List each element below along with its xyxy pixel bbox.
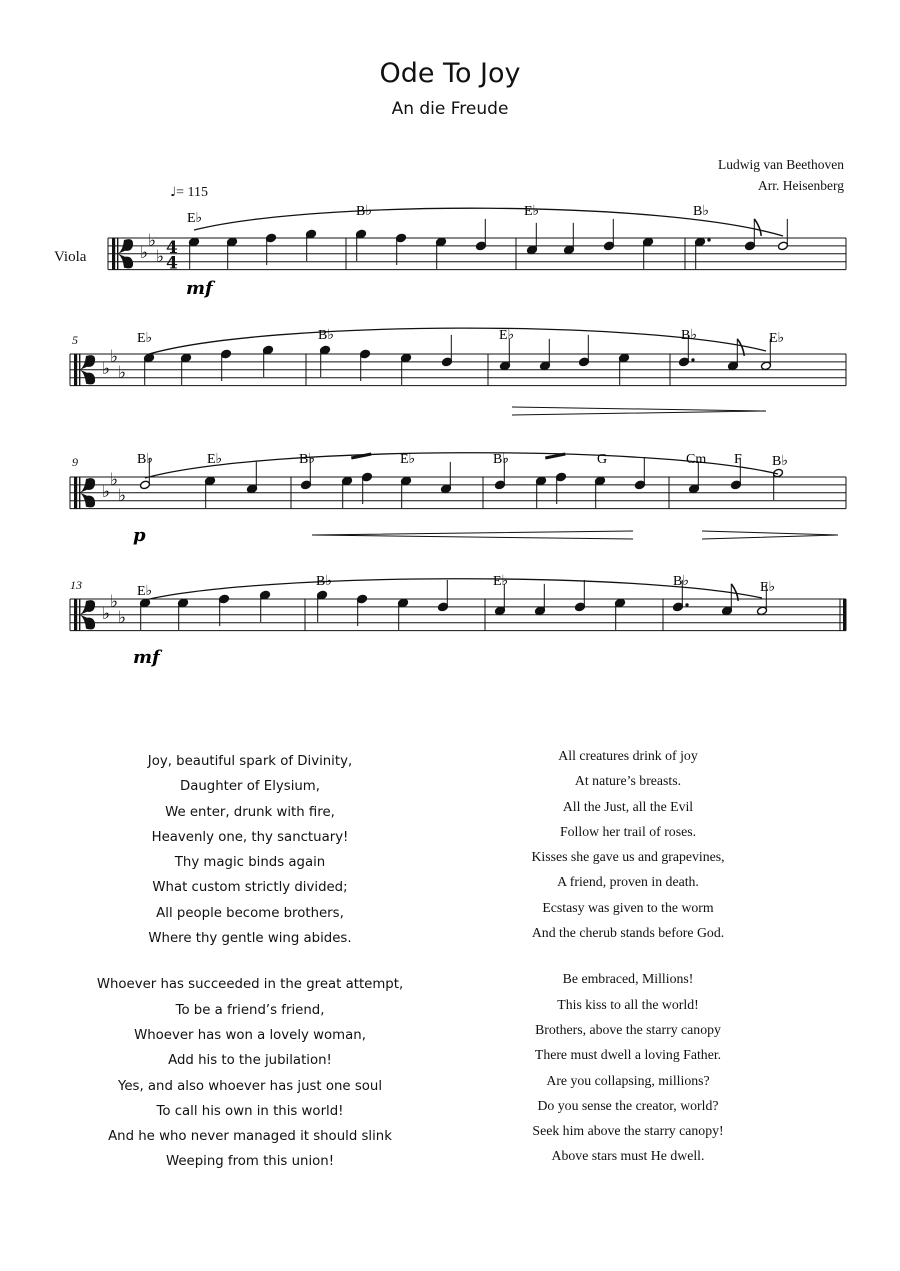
crescendo-hairpin [312, 531, 633, 539]
chord-symbol: B♭ [299, 452, 315, 467]
time-signature: 4 [166, 253, 178, 274]
augmentation-dot [691, 358, 694, 361]
beam [545, 454, 565, 458]
chord-symbol: E♭ [187, 211, 203, 226]
chord-symbol: B♭ [693, 204, 709, 219]
dynamic-marking: mf [133, 647, 160, 668]
lyric-line: Are you collapsing, millions? [546, 1072, 710, 1088]
chord-symbol: E♭ [493, 574, 509, 589]
lyric-line: All people become brothers, [156, 905, 344, 921]
lyric-line: All the Just, all the Evil [562, 798, 694, 814]
lyric-line: And he who never managed it should slink [108, 1129, 392, 1145]
final-barline [843, 599, 847, 631]
stanza-gap [85, 951, 415, 972]
chord-symbol: G [597, 452, 608, 467]
alto-clef [118, 254, 133, 269]
lyric-line: At nature’s breasts. [574, 773, 682, 789]
measure-number-13: 13 [70, 578, 82, 592]
lyric-line: Ecstasy was given to the worm [542, 899, 714, 915]
augmentation-dot [685, 603, 688, 606]
flat-icon: ♭ [118, 607, 127, 628]
lyric-line: To be a friend’s friend, [175, 1002, 325, 1018]
eighth-flag [754, 219, 761, 236]
lyric-line: Thy magic binds again [174, 855, 326, 871]
quarter-note-icon: ♩ [170, 185, 177, 200]
alto-clef [74, 599, 77, 631]
lyric-line: Daughter of Elysium, [179, 779, 320, 795]
flat-icon: ♭ [140, 242, 149, 263]
flat-icon: ♭ [118, 362, 127, 383]
alto-clef [112, 238, 115, 270]
chord-symbol: E♭ [137, 331, 153, 346]
instrument-name: Viola [54, 249, 87, 265]
time-signature: 4 [166, 237, 178, 258]
slur [149, 328, 766, 354]
chord-symbol: E♭ [524, 204, 540, 219]
alto-clef [74, 354, 77, 386]
lyric-line: This kiss to all the world! [557, 996, 699, 1012]
lyric-line: Joy, beautiful spark of Divinity, [147, 754, 353, 769]
lyric-line: Brothers, above the starry canopy [535, 1021, 721, 1037]
lyric-line: Kisses she gave us and grapevines, [531, 849, 725, 865]
lyrics-column-right [463, 743, 793, 1169]
lyric-line: Above stars must He dwell. [551, 1148, 705, 1164]
alto-clef [79, 354, 80, 386]
lyric-line: Follow her trail of roses. [559, 823, 697, 839]
alto-clef [80, 600, 95, 615]
diminuendo-hairpin [702, 531, 838, 539]
alto-clef [80, 355, 95, 370]
lyric-line: To call his own in this world! [156, 1103, 344, 1119]
lyric-line: Whoever has succeeded in the great attempt, [96, 977, 404, 993]
lyric-line: And the cherub stands before God. [531, 925, 725, 941]
measure-number-9: 9 [72, 455, 78, 469]
chord-symbol: B♭ [356, 204, 372, 219]
notes [140, 219, 789, 630]
flat-icon: ♭ [110, 591, 119, 612]
flat-icon: ♭ [156, 246, 165, 267]
flat-icon: ♭ [148, 230, 157, 251]
chord-symbol: E♭ [760, 580, 776, 595]
lyric-line: Heavenly one, thy sanctuary! [151, 829, 349, 845]
lyric-line: A friend, proven in death. [557, 874, 699, 890]
chord-symbol: Cm [686, 452, 707, 467]
chord-symbol: B♭ [772, 454, 788, 469]
lyric-line: Be embraced, Millions! [562, 971, 694, 987]
eighth-flag [737, 339, 744, 356]
chord-symbol: B♭ [681, 328, 697, 343]
lyric-line: Add his to the jubilation! [168, 1053, 332, 1069]
page-subtitle: An die Freude [391, 99, 509, 119]
alto-clef [118, 239, 133, 254]
dynamic-marking: p [133, 525, 146, 546]
slur [145, 579, 762, 600]
lyric-line: Do you sense the creator, world? [537, 1097, 719, 1113]
flat-icon: ♭ [102, 358, 111, 379]
alto-clef [79, 477, 80, 509]
hairpins [312, 407, 838, 539]
lyric-line: All creatures drink of joy [558, 748, 698, 763]
lyric-line: Yes, and also whoever has just one soul [117, 1078, 383, 1094]
dynamic-marking: mf [186, 278, 213, 299]
chord-symbol: B♭ [318, 328, 334, 343]
chord-symbol: E♭ [499, 328, 515, 343]
clef-and-key [74, 231, 178, 631]
lyrics-column-left [85, 749, 415, 1175]
lyric-line: Where thy gentle wing abides. [148, 931, 352, 947]
slurs [145, 208, 783, 600]
flat-icon: ♭ [110, 469, 119, 490]
composer-credit: Ludwig van Beethoven [718, 157, 844, 172]
lyric-line: There must dwell a loving Father. [534, 1047, 722, 1063]
chord-symbol: B♭ [316, 574, 332, 589]
flat-icon: ♭ [102, 481, 111, 502]
chord-symbol: E♭ [137, 584, 153, 599]
chord-symbol: B♭ [673, 574, 689, 589]
lyric-line: We enter, drunk with fire, [165, 804, 335, 820]
lyric-line: Seek him above the starry canopy! [532, 1123, 724, 1139]
augmentation-dot [707, 238, 710, 241]
alto-clef [79, 599, 80, 631]
chord-symbol: E♭ [400, 452, 416, 467]
chord-symbol: E♭ [769, 331, 785, 346]
alto-clef [117, 238, 118, 270]
alto-clef [80, 493, 95, 508]
measure-number-5: 5 [72, 333, 78, 347]
slur [145, 453, 778, 478]
page-title: Ode To Joy [379, 58, 521, 89]
lyric-line: Weeping from this union! [165, 1154, 335, 1170]
alto-clef [80, 478, 95, 493]
tempo-value: = 115 [176, 185, 209, 200]
diminuendo-hairpin [512, 407, 766, 415]
alto-clef [80, 615, 95, 630]
arranger-credit: Arr. Heisenberg [758, 178, 844, 193]
chord-symbol: E♭ [207, 452, 223, 467]
alto-clef [80, 370, 95, 385]
chord-symbol: F [734, 452, 742, 467]
stanza-gap [463, 945, 793, 966]
flat-icon: ♭ [102, 603, 111, 624]
alto-clef [74, 477, 77, 509]
chord-symbol: B♭ [137, 452, 153, 467]
flat-icon: ♭ [118, 485, 127, 506]
flat-icon: ♭ [110, 346, 119, 367]
lyric-line: What custom strictly divided; [152, 880, 348, 896]
chord-symbol: B♭ [493, 452, 509, 467]
lyric-line: Whoever has won a lovely woman, [134, 1027, 366, 1043]
